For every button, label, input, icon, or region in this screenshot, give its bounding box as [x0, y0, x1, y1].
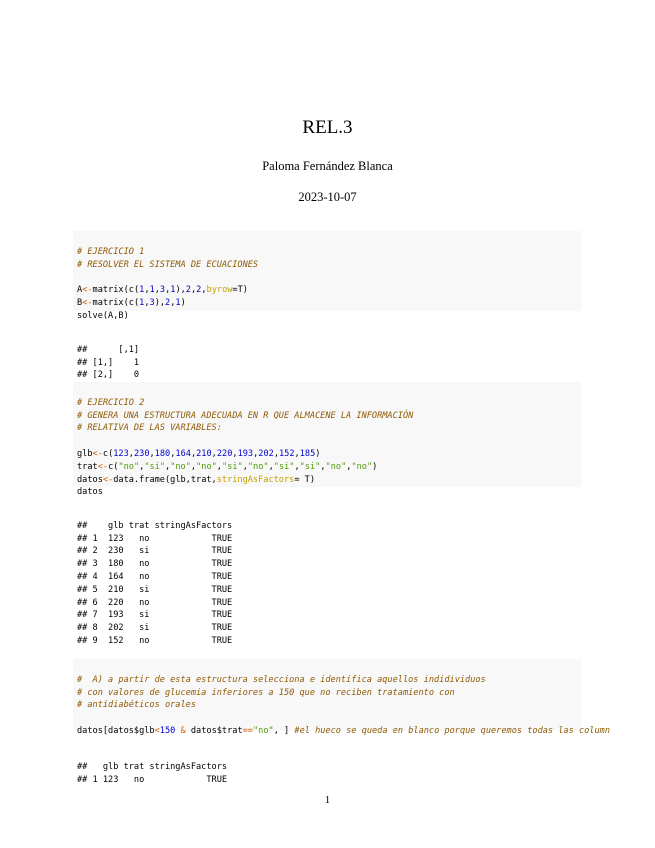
code-line-solve: solve(A,B) [77, 310, 129, 321]
blank-line [77, 435, 577, 448]
code-comment: # con valores de glucemia inferiores a 150 que no reciben tratamiento con [77, 687, 455, 698]
code-output-3 [73, 748, 581, 786]
code-comment: # A) a partir de esta estructura selecciona e identifica aquellos indidividuos [77, 674, 486, 685]
code-comment: # RESOLVER EL SISTEMA DE ECUACIONES [77, 259, 259, 270]
output-line: ## 9 152 no TRUE [77, 635, 233, 646]
code-comment: # antidiabéticos orales [77, 700, 196, 711]
code-line-filter: datos[datos$glb<150 & datos$trat=="no", ] #el hueco se queda en blanco porque queremos todas las column [77, 725, 610, 736]
code-chunk-3 [73, 659, 610, 736]
code-line-datos: datos<-data.frame(glb,trat,stringAsFactors= T) [77, 474, 316, 485]
output-line: ## [2,] 0 [77, 370, 140, 381]
code-output-2 [73, 507, 581, 648]
code-comment: # RELATIVA DE LAS VARIABLES: [77, 423, 222, 434]
output-line: ## 6 220 no TRUE [77, 597, 233, 608]
code-line-print: datos [77, 487, 103, 498]
output-line: ## glb trat stringAsFactors [77, 520, 233, 531]
code-comment: # EJERCICIO 2 [77, 397, 145, 408]
document-date: 2023-10-07 [298, 190, 357, 204]
blank-line [77, 712, 577, 725]
code-comment: # GENERA UNA ESTRUCTURA ADECUADA EN R QUE ALMACENE LA INFORMACIÓN [77, 410, 414, 421]
output-line: ## [,1] [77, 344, 140, 355]
blank-line [77, 271, 577, 284]
code-comment: # EJERCICIO 1 [77, 246, 145, 257]
code-line-a: A<-matrix(c(1,1,3,1),2,2,byrow=T) [77, 285, 248, 296]
code-line-glb: glb<-c(123,230,180,164,210,220,193,202,152,185) [77, 448, 321, 459]
document-author: Paloma Fernández Blanca [262, 159, 393, 173]
output-line: ## [1,] 1 [77, 357, 140, 368]
output-line: ## 7 193 si TRUE [77, 610, 233, 621]
output-line: ## 3 180 no TRUE [77, 559, 233, 570]
output-line: ## 1 123 no TRUE [77, 533, 233, 544]
page-number: 1 [324, 794, 331, 806]
code-chunk-1 [73, 231, 581, 321]
document-title: REL.3 [302, 117, 353, 138]
code-chunk-2 [73, 382, 581, 498]
output-line: ## glb trat stringAsFactors [77, 761, 228, 772]
output-line: ## 1 123 no TRUE [77, 774, 228, 785]
output-line: ## 5 210 si TRUE [77, 584, 233, 595]
code-output-1 [73, 331, 581, 382]
output-line: ## 2 230 si TRUE [77, 546, 233, 557]
output-line: ## 8 202 si TRUE [77, 623, 233, 634]
output-line: ## 4 164 no TRUE [77, 571, 233, 582]
code-line-trat: trat<-c("no","si","no","no","si","no","si","si","no","no") [77, 461, 378, 472]
code-line-b: B<-matrix(c(1,3),2,1) [77, 297, 186, 308]
